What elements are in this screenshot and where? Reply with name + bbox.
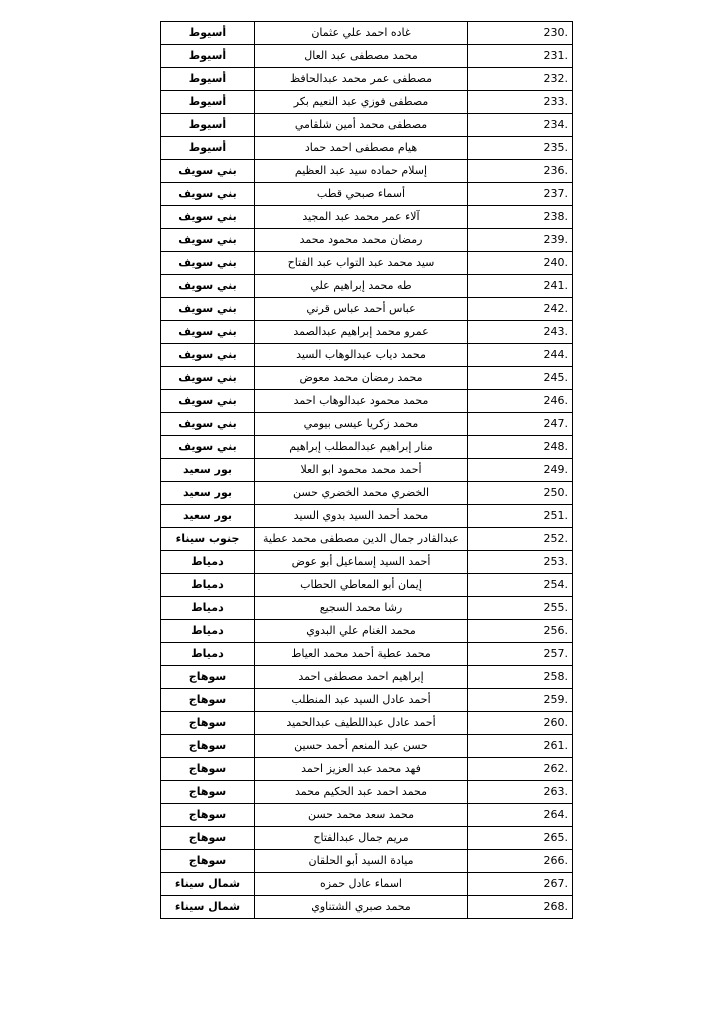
name-cell: أحمد محمد محمود ابو العلا [255,459,468,482]
governorate-cell: دمياط [161,620,255,643]
table-row [161,459,573,482]
roster-body [161,22,573,919]
name-cell: محمد الغنام علي البدوي [255,620,468,643]
serial-number-cell: 238. [468,206,573,229]
governorate-cell: سوهاج [161,666,255,689]
name-cell: محمد زكريا عيسى بيومي [255,413,468,436]
governorate-cell: سوهاج [161,758,255,781]
name-cell: اسماء عادل حمزه [255,873,468,896]
governorate-cell: بني سويف [161,206,255,229]
name-cell: سيد محمد عبد التواب عبد الفتاح [255,252,468,275]
name-cell: إبراهيم احمد مصطفى احمد [255,666,468,689]
governorate-cell: بور سعيد [161,459,255,482]
serial-number-cell: 267. [468,873,573,896]
governorate-cell: سوهاج [161,804,255,827]
serial-number-cell: 261. [468,735,573,758]
governorate-cell: بور سعيد [161,482,255,505]
governorate-cell: أسيوط [161,22,255,45]
table-row [161,574,573,597]
name-cell: مريم جمال عبدالفتاح [255,827,468,850]
governorate-cell: بني سويف [161,390,255,413]
serial-number-cell: 251. [468,505,573,528]
name-cell: فهد محمد عبد العزيز احمد [255,758,468,781]
name-cell: رشا محمد السجيع [255,597,468,620]
governorate-cell: بني سويف [161,183,255,206]
name-cell: أسماء صبحي قطب [255,183,468,206]
table-row [161,896,573,919]
serial-number-cell: 236. [468,160,573,183]
name-cell: الخضري محمد الخضري حسن [255,482,468,505]
name-cell: محمد محمود عبدالوهاب احمد [255,390,468,413]
table-row [161,505,573,528]
table-row [161,321,573,344]
governorate-cell: بني سويف [161,413,255,436]
table-row [161,666,573,689]
serial-number-cell: 255. [468,597,573,620]
name-cell: إيمان أبو المعاطي الحطاب [255,574,468,597]
serial-number-cell: 252. [468,528,573,551]
governorate-cell: أسيوط [161,114,255,137]
name-cell: مصطفى فوزي عبد النعيم بكر [255,91,468,114]
name-cell: غاده احمد علي عثمان [255,22,468,45]
governorate-cell: سوهاج [161,689,255,712]
name-cell: هيام مصطفى احمد حماد [255,137,468,160]
name-cell: محمد رمضان محمد معوض [255,367,468,390]
table-row [161,712,573,735]
name-cell: منار إبراهيم عبدالمطلب إبراهيم [255,436,468,459]
serial-number-cell: 253. [468,551,573,574]
table-row [161,620,573,643]
serial-number-cell: 232. [468,68,573,91]
table-row [161,827,573,850]
name-cell: رمضان محمد محمود محمد [255,229,468,252]
governorate-cell: سوهاج [161,850,255,873]
serial-number-cell: 245. [468,367,573,390]
table-row [161,413,573,436]
name-cell: إسلام حماده سيد عبد العظيم [255,160,468,183]
table-row [161,873,573,896]
name-cell: محمد سعد محمد حسن [255,804,468,827]
name-cell: عمرو محمد إبراهيم عبدالصمد [255,321,468,344]
table-row [161,597,573,620]
table-row [161,735,573,758]
serial-number-cell: 234. [468,114,573,137]
table-row [161,482,573,505]
name-cell: أحمد عادل السيد عبد المنطلب [255,689,468,712]
serial-number-cell: 240. [468,252,573,275]
table-row [161,68,573,91]
governorate-cell: أسيوط [161,137,255,160]
table-row [161,22,573,45]
governorate-cell: دمياط [161,597,255,620]
table-row [161,91,573,114]
serial-number-cell: 266. [468,850,573,873]
table-row [161,367,573,390]
serial-number-cell: 230. [468,22,573,45]
governorate-cell: دمياط [161,551,255,574]
table-row [161,758,573,781]
governorate-cell: سوهاج [161,712,255,735]
table-row [161,229,573,252]
governorate-cell: أسيوط [161,91,255,114]
governorate-cell: شمال سيناء [161,896,255,919]
governorate-cell: سوهاج [161,827,255,850]
table-row [161,643,573,666]
table-row [161,344,573,367]
governorate-cell: جنوب سيناء [161,528,255,551]
governorate-cell: بني سويف [161,275,255,298]
name-cell: محمد صبري الشتناوي [255,896,468,919]
governorate-cell: بني سويف [161,344,255,367]
serial-number-cell: 265. [468,827,573,850]
serial-number-cell: 244. [468,344,573,367]
governorate-cell: دمياط [161,643,255,666]
table-row [161,436,573,459]
table-row [161,298,573,321]
table-row [161,528,573,551]
governorate-cell: دمياط [161,574,255,597]
table-row [161,781,573,804]
serial-number-cell: 233. [468,91,573,114]
governorate-cell: أسيوط [161,68,255,91]
table-row [161,160,573,183]
serial-number-cell: 250. [468,482,573,505]
serial-number-cell: 260. [468,712,573,735]
name-cell: أحمد عادل عبداللطيف عبدالحميد [255,712,468,735]
governorate-cell: سوهاج [161,735,255,758]
serial-number-cell: 256. [468,620,573,643]
governorate-cell: أسيوط [161,45,255,68]
name-cell: ميادة السيد أبو الحلقان [255,850,468,873]
governorate-cell: بني سويف [161,321,255,344]
table-row [161,275,573,298]
serial-number-cell: 231. [468,45,573,68]
name-cell: طه محمد إبراهيم علي [255,275,468,298]
name-cell: محمد دياب عبدالوهاب السيد [255,344,468,367]
serial-number-cell: 242. [468,298,573,321]
serial-number-cell: 264. [468,804,573,827]
serial-number-cell: 263. [468,781,573,804]
table-row [161,390,573,413]
serial-number-cell: 237. [468,183,573,206]
serial-number-cell: 235. [468,137,573,160]
name-cell: محمد مصطفى عبد العال [255,45,468,68]
governorate-cell: بني سويف [161,252,255,275]
table-row [161,850,573,873]
name-cell: مصطفى محمد أمين شلقامي [255,114,468,137]
table-row [161,551,573,574]
serial-number-cell: 248. [468,436,573,459]
serial-number-cell: 241. [468,275,573,298]
serial-number-cell: 268. [468,896,573,919]
governorate-cell: شمال سيناء [161,873,255,896]
serial-number-cell: 247. [468,413,573,436]
roster-table [160,21,573,919]
governorate-cell: بور سعيد [161,505,255,528]
serial-number-cell: 249. [468,459,573,482]
table-row [161,689,573,712]
table-row [161,114,573,137]
table-row [161,804,573,827]
table-row [161,252,573,275]
serial-number-cell: 259. [468,689,573,712]
name-cell: محمد أحمد السيد بدوي السيد [255,505,468,528]
name-cell: حسن عبد المنعم أحمد حسين [255,735,468,758]
serial-number-cell: 257. [468,643,573,666]
table-row [161,45,573,68]
serial-number-cell: 258. [468,666,573,689]
governorate-cell: بني سويف [161,367,255,390]
serial-number-cell: 243. [468,321,573,344]
serial-number-cell: 262. [468,758,573,781]
name-cell: مصطفى عمر محمد عبدالحافظ [255,68,468,91]
governorate-cell: بني سويف [161,160,255,183]
name-cell: محمد عطية أحمد محمد العياط [255,643,468,666]
serial-number-cell: 246. [468,390,573,413]
name-cell: محمد احمد عبد الحكيم محمد [255,781,468,804]
name-cell: آلاء عمر محمد عبد المجيد [255,206,468,229]
table-row [161,183,573,206]
serial-number-cell: 239. [468,229,573,252]
name-cell: عباس أحمد عباس قرني [255,298,468,321]
governorate-cell: بني سويف [161,436,255,459]
name-cell: عبدالقادر جمال الدين مصطفى محمد عطية [255,528,468,551]
serial-number-cell: 254. [468,574,573,597]
governorate-cell: سوهاج [161,781,255,804]
table-row [161,206,573,229]
governorate-cell: بني سويف [161,229,255,252]
name-cell: أحمد السيد إسماعيل أبو عوض [255,551,468,574]
table-row [161,137,573,160]
governorate-cell: بني سويف [161,298,255,321]
